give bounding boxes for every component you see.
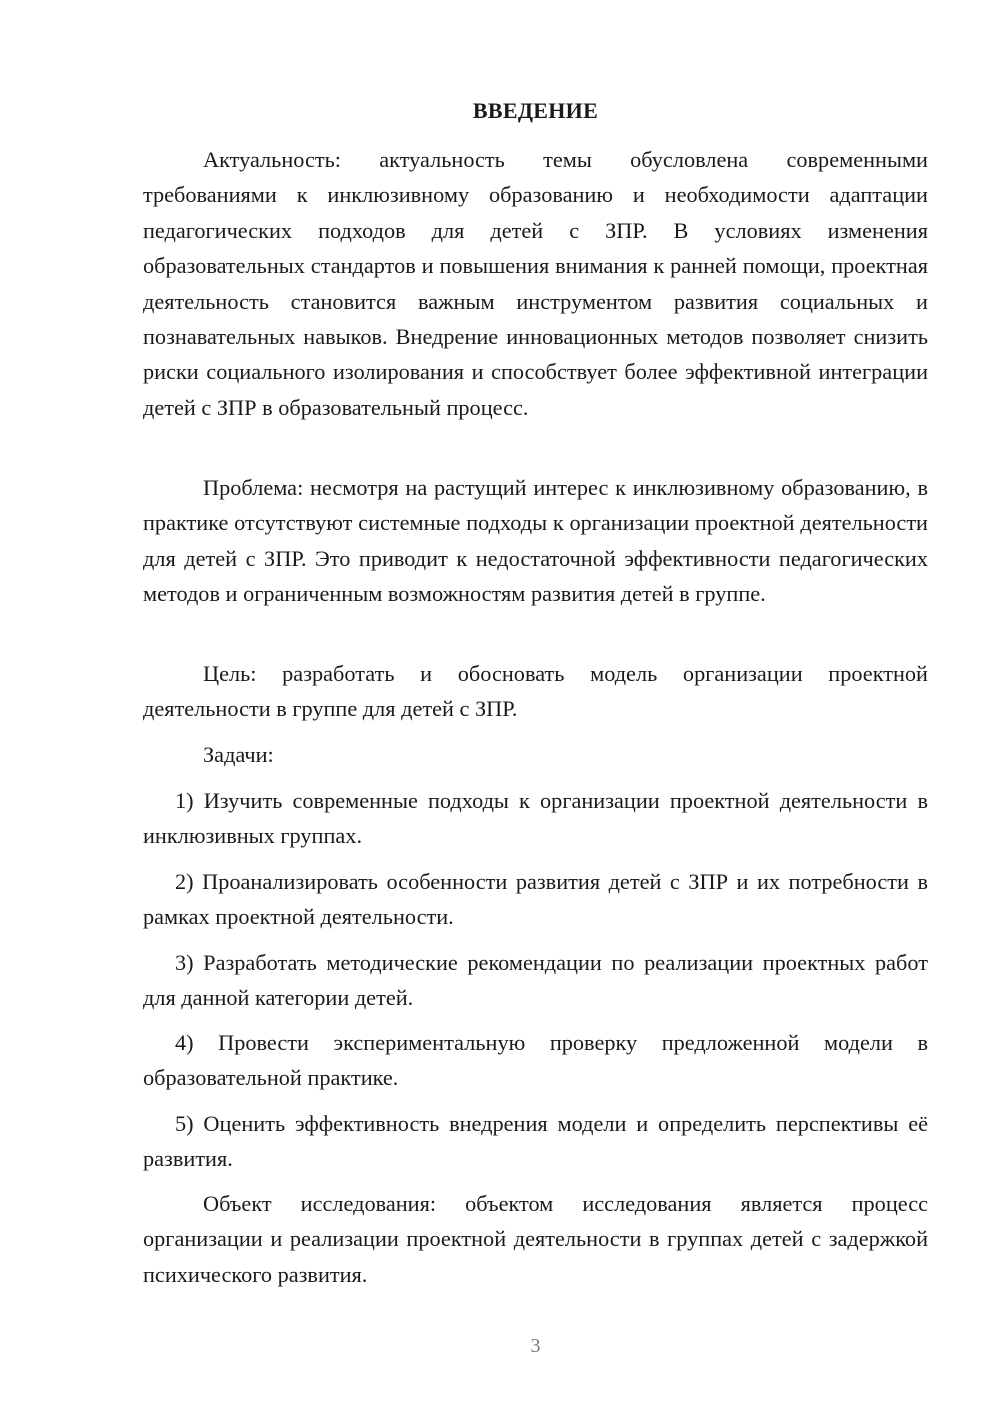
paragraph-problem: Проблема: несмотря на растущий интерес к инклюзивному образованию, в практике отсутствуют системные подходы к организации проектной деятельности для детей с ЗПР. Это приводит к недостаточной эффективности педагогических методов и ограниченным возможностям развития детей в группе. xyxy=(143,475,928,607)
task-item-4: 4) Провести экспериментальную проверку предложенной модели в образовательной практике. xyxy=(143,1030,928,1091)
paragraph-goal: Цель: разработать и обосновать модель организации проектной деятельности в группе для детей с ЗПР. xyxy=(143,661,928,722)
paragraph-relevance: Актуальность: актуальность темы обусловлена современными требованиями к инклюзивному образованию и необходимости адаптации педагогических подходов для детей с ЗПР. В условиях изменения образовательных стандартов и повышения внимания к ранней помощи, проектная деятельность становится важным инструментом развития социальных и познавательных навыков. Внедрение инновационных методов позволяет снизить риски социального изолирования и способствует более эффективной интеграции детей с ЗПР в образовательный процесс. xyxy=(143,147,928,420)
task-item-2: 2) Проанализировать особенности развития детей с ЗПР и их потребности в рамках проектной деятельности. xyxy=(143,869,928,930)
tasks-heading: Задачи: xyxy=(203,742,274,767)
page-number: 3 xyxy=(530,1335,541,1357)
task-item-5: 5) Оценить эффективность внедрения модели и определить перспективы её развития. xyxy=(143,1111,928,1172)
page-title: ВВЕДЕНИЕ xyxy=(472,98,599,123)
task-item-3: 3) Разработать методические рекомендации по реализации проектных работ для данной категории детей. xyxy=(143,950,928,1011)
paragraph-object: Объект исследования: объектом исследования является процесс организации и реализации проектной деятельности в группах детей с задержкой психического развития. xyxy=(143,1191,928,1287)
task-item-1: 1) Изучить современные подходы к организации проектной деятельности в инклюзивных группах. xyxy=(143,788,928,849)
